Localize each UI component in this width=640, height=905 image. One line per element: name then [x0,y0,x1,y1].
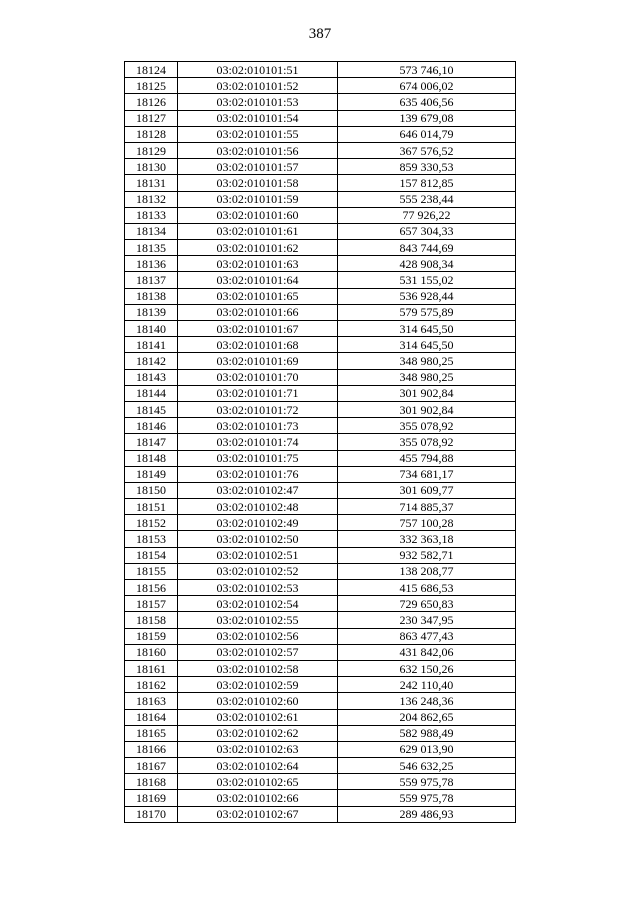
cadastral-number-cell: 03:02:010101:65 [178,288,338,304]
table-row [125,660,516,676]
cadastral-number-cell: 03:02:010101:70 [178,369,338,385]
cadastral-number-cell: 03:02:010101:68 [178,337,338,353]
table-row [125,110,516,126]
cadastral-number-cell: 03:02:010102:49 [178,515,338,531]
table-row [125,288,516,304]
table-row [125,531,516,547]
row-number-cell: 18166 [125,741,178,757]
cadastral-value-cell: 729 650,83 [338,596,516,612]
row-number-cell: 18170 [125,806,178,822]
row-number-cell: 18148 [125,450,178,466]
row-number-cell: 18132 [125,191,178,207]
cadastral-number-cell: 03:02:010101:67 [178,321,338,337]
row-number-cell: 18131 [125,175,178,191]
table-row [125,175,516,191]
cadastral-number-cell: 03:02:010102:60 [178,693,338,709]
cadastral-number-cell: 03:02:010101:71 [178,385,338,401]
row-number-cell: 18143 [125,369,178,385]
cadastral-value-cell: 536 928,44 [338,288,516,304]
cadastral-number-cell: 03:02:010102:50 [178,531,338,547]
cadastral-value-cell: 646 014,79 [338,126,516,142]
table-row [125,337,516,353]
table-row [125,547,516,563]
row-number-cell: 18160 [125,644,178,660]
cadastral-value-cell: 573 746,10 [338,62,516,78]
row-number-cell: 18155 [125,563,178,579]
row-number-cell: 18138 [125,288,178,304]
cadastral-value-cell: 367 576,52 [338,142,516,158]
table-row [125,94,516,110]
table-row [125,482,516,498]
cadastral-number-cell: 03:02:010102:48 [178,499,338,515]
cadastral-number-cell: 03:02:010101:72 [178,401,338,417]
cadastral-number-cell: 03:02:010102:52 [178,563,338,579]
row-number-cell: 18157 [125,596,178,612]
table-row [125,62,516,78]
cadastral-number-cell: 03:02:010101:63 [178,256,338,272]
row-number-cell: 18156 [125,580,178,596]
cadastral-number-cell: 03:02:010101:69 [178,353,338,369]
cadastral-number-cell: 03:02:010101:52 [178,78,338,94]
table-row [125,466,516,482]
table-row [125,272,516,288]
cadastral-number-cell: 03:02:010101:56 [178,142,338,158]
cadastral-value-cell: 332 363,18 [338,531,516,547]
cadastral-value-cell: 157 812,85 [338,175,516,191]
table-row [125,806,516,822]
row-number-cell: 18142 [125,353,178,369]
row-number-cell: 18147 [125,434,178,450]
cadastral-value-cell: 136 248,36 [338,693,516,709]
cadastral-number-cell: 03:02:010101:75 [178,450,338,466]
table-row [125,725,516,741]
cadastral-value-cell: 859 330,53 [338,159,516,175]
row-number-cell: 18127 [125,110,178,126]
cadastral-value-cell: 734 681,17 [338,466,516,482]
table-row [125,304,516,320]
cadastral-number-cell: 03:02:010102:67 [178,806,338,822]
cadastral-value-cell: 932 582,71 [338,547,516,563]
cadastral-number-cell: 03:02:010102:47 [178,482,338,498]
row-number-cell: 18144 [125,385,178,401]
table-row [125,774,516,790]
cadastral-value-cell: 314 645,50 [338,321,516,337]
cadastral-number-cell: 03:02:010102:58 [178,660,338,676]
cadastral-number-cell: 03:02:010102:53 [178,580,338,596]
row-number-cell: 18136 [125,256,178,272]
table-row [125,401,516,417]
table-row [125,142,516,158]
table-body [125,62,516,823]
cadastral-value-cell: 555 238,44 [338,191,516,207]
row-number-cell: 18154 [125,547,178,563]
table-row [125,563,516,579]
table-row [125,450,516,466]
row-number-cell: 18169 [125,790,178,806]
cadastral-number-cell: 03:02:010101:51 [178,62,338,78]
cadastral-value-cell: 757 100,28 [338,515,516,531]
table-row [125,644,516,660]
cadastral-number-cell: 03:02:010102:63 [178,741,338,757]
row-number-cell: 18158 [125,612,178,628]
table-row [125,240,516,256]
cadastral-value-cell: 242 110,40 [338,677,516,693]
cadastral-value-cell: 629 013,90 [338,741,516,757]
table-row [125,790,516,806]
cadastral-number-cell: 03:02:010101:73 [178,418,338,434]
row-number-cell: 18137 [125,272,178,288]
row-number-cell: 18164 [125,709,178,725]
cadastral-value-cell: 546 632,25 [338,758,516,774]
table-row [125,256,516,272]
page-number: 387 [308,26,332,42]
cadastral-number-cell: 03:02:010102:55 [178,612,338,628]
cadastral-number-cell: 03:02:010102:54 [178,596,338,612]
cadastral-value-cell: 138 208,77 [338,563,516,579]
table-row [125,369,516,385]
cadastral-value-cell: 301 609,77 [338,482,516,498]
table-row [125,126,516,142]
row-number-cell: 18126 [125,94,178,110]
cadastral-value-cell: 674 006,02 [338,78,516,94]
row-number-cell: 18139 [125,304,178,320]
cadastral-number-cell: 03:02:010101:58 [178,175,338,191]
cadastral-value-cell: 632 150,26 [338,660,516,676]
cadastral-value-cell: 348 980,25 [338,369,516,385]
cadastral-value-cell: 314 645,50 [338,337,516,353]
row-number-cell: 18134 [125,223,178,239]
table-row [125,385,516,401]
cadastral-value-cell: 843 744,69 [338,240,516,256]
row-number-cell: 18129 [125,142,178,158]
row-number-cell: 18128 [125,126,178,142]
cadastral-number-cell: 03:02:010101:57 [178,159,338,175]
cadastral-number-cell: 03:02:010101:61 [178,223,338,239]
table-row [125,78,516,94]
cadastral-number-cell: 03:02:010102:56 [178,628,338,644]
cadastral-value-cell: 415 686,53 [338,580,516,596]
table-row [125,191,516,207]
cadastral-value-cell: 531 155,02 [338,272,516,288]
cadastral-value-cell: 355 078,92 [338,434,516,450]
cadastral-value-cell: 204 862,65 [338,709,516,725]
cadastral-value-cell: 139 679,08 [338,110,516,126]
cadastral-number-cell: 03:02:010101:74 [178,434,338,450]
row-number-cell: 18153 [125,531,178,547]
row-number-cell: 18124 [125,62,178,78]
table-row [125,434,516,450]
cadastral-value-cell: 635 406,56 [338,94,516,110]
cadastral-value-cell: 77 926,22 [338,207,516,223]
cadastral-number-cell: 03:02:010101:66 [178,304,338,320]
cadastral-number-cell: 03:02:010101:62 [178,240,338,256]
table-row [125,612,516,628]
table-row [125,741,516,757]
cadastral-value-cell: 348 980,25 [338,353,516,369]
row-number-cell: 18162 [125,677,178,693]
cadastral-value-cell: 863 477,43 [338,628,516,644]
table-row [125,628,516,644]
cadastral-number-cell: 03:02:010101:76 [178,466,338,482]
row-number-cell: 18163 [125,693,178,709]
table-row [125,159,516,175]
table-row [125,321,516,337]
row-number-cell: 18130 [125,159,178,175]
row-number-cell: 18168 [125,774,178,790]
row-number-cell: 18151 [125,499,178,515]
cadastral-value-cell: 582 988,49 [338,725,516,741]
row-number-cell: 18140 [125,321,178,337]
cadastral-number-cell: 03:02:010102:51 [178,547,338,563]
cadastral-number-cell: 03:02:010102:65 [178,774,338,790]
table-row [125,418,516,434]
cadastral-number-cell: 03:02:010101:64 [178,272,338,288]
cadastral-number-cell: 03:02:010102:61 [178,709,338,725]
cadastral-value-cell: 657 304,33 [338,223,516,239]
cadastral-value-cell: 230 347,95 [338,612,516,628]
table-row [125,596,516,612]
cadastral-value-cell: 455 794,88 [338,450,516,466]
table-row [125,515,516,531]
row-number-cell: 18159 [125,628,178,644]
cadastral-value-cell: 714 885,37 [338,499,516,515]
table-row [125,499,516,515]
cadastral-number-cell: 03:02:010101:59 [178,191,338,207]
cadastral-value-cell: 559 975,78 [338,790,516,806]
table-row [125,223,516,239]
cadastral-number-cell: 03:02:010102:64 [178,758,338,774]
cadastral-number-cell: 03:02:010101:60 [178,207,338,223]
table-row [125,353,516,369]
row-number-cell: 18150 [125,482,178,498]
row-number-cell: 18167 [125,758,178,774]
cadastral-value-cell: 579 575,89 [338,304,516,320]
cadastral-value-table [124,61,516,823]
cadastral-number-cell: 03:02:010101:55 [178,126,338,142]
cadastral-value-cell: 428 908,34 [338,256,516,272]
row-number-cell: 18141 [125,337,178,353]
cadastral-value-cell: 431 842,06 [338,644,516,660]
table-row [125,677,516,693]
cadastral-value-cell: 355 078,92 [338,418,516,434]
cadastral-number-cell: 03:02:010102:62 [178,725,338,741]
table-row [125,693,516,709]
cadastral-value-cell: 301 902,84 [338,385,516,401]
cadastral-value-cell: 301 902,84 [338,401,516,417]
cadastral-number-cell: 03:02:010101:54 [178,110,338,126]
row-number-cell: 18149 [125,466,178,482]
cadastral-value-cell: 289 486,93 [338,806,516,822]
table-row [125,207,516,223]
row-number-cell: 18135 [125,240,178,256]
row-number-cell: 18161 [125,660,178,676]
cadastral-number-cell: 03:02:010102:57 [178,644,338,660]
table-row [125,580,516,596]
cadastral-number-cell: 03:02:010102:66 [178,790,338,806]
cadastral-value-cell: 559 975,78 [338,774,516,790]
row-number-cell: 18165 [125,725,178,741]
row-number-cell: 18125 [125,78,178,94]
row-number-cell: 18133 [125,207,178,223]
row-number-cell: 18152 [125,515,178,531]
cadastral-number-cell: 03:02:010101:53 [178,94,338,110]
row-number-cell: 18145 [125,401,178,417]
table-row [125,758,516,774]
row-number-cell: 18146 [125,418,178,434]
table-row [125,709,516,725]
cadastral-number-cell: 03:02:010102:59 [178,677,338,693]
